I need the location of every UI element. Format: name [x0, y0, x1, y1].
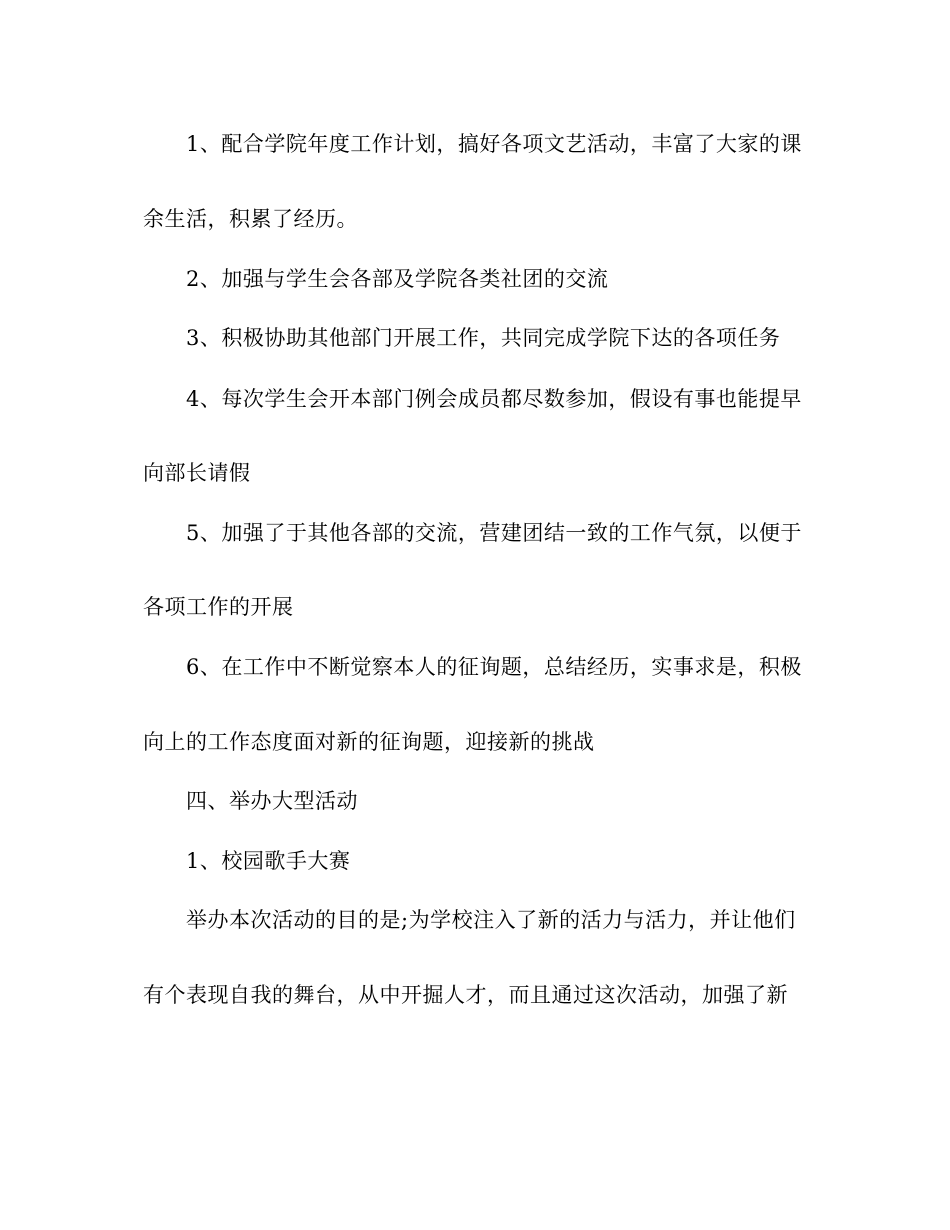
paragraph-line: 2、加强与学生会各部及学院各类社团的交流: [186, 267, 609, 291]
paragraph-line: 余生活，积累了经历。: [143, 207, 358, 231]
paragraph-line: 有个表现自我的舞台，从中开掘人才，而且通过这次活动，加强了新: [143, 983, 788, 1007]
paragraph-line: 举办本次活动的目的是;为学校注入了新的活力与活力，并让他们: [186, 908, 796, 932]
paragraph-line: 6、在工作中不断觉察本人的征询题，总结经历，实事求是，积极: [186, 655, 802, 679]
paragraph-line: 5、加强了于其他各部的交流，营建团结一致的工作气氛，以便于: [186, 521, 802, 545]
paragraph-line: 向部长请假: [143, 461, 251, 485]
paragraph-line: 4、每次学生会开本部门例会成员都尽数参加，假设有事也能提早: [186, 387, 802, 411]
paragraph-line: 各项工作的开展: [143, 595, 294, 619]
subsection-heading: 1、校园歌手大赛: [186, 849, 351, 873]
paragraph-line: 向上的工作态度面对新的征询题，迎接新的挑战: [143, 730, 595, 754]
paragraph-line: 3、积极协助其他部门开展工作，共同完成学院下达的各项任务: [186, 326, 781, 350]
paragraph-line: 1、配合学院年度工作计划，搞好各项文艺活动，丰富了大家的课: [186, 132, 802, 156]
section-heading: 四、举办大型活动: [186, 789, 358, 813]
